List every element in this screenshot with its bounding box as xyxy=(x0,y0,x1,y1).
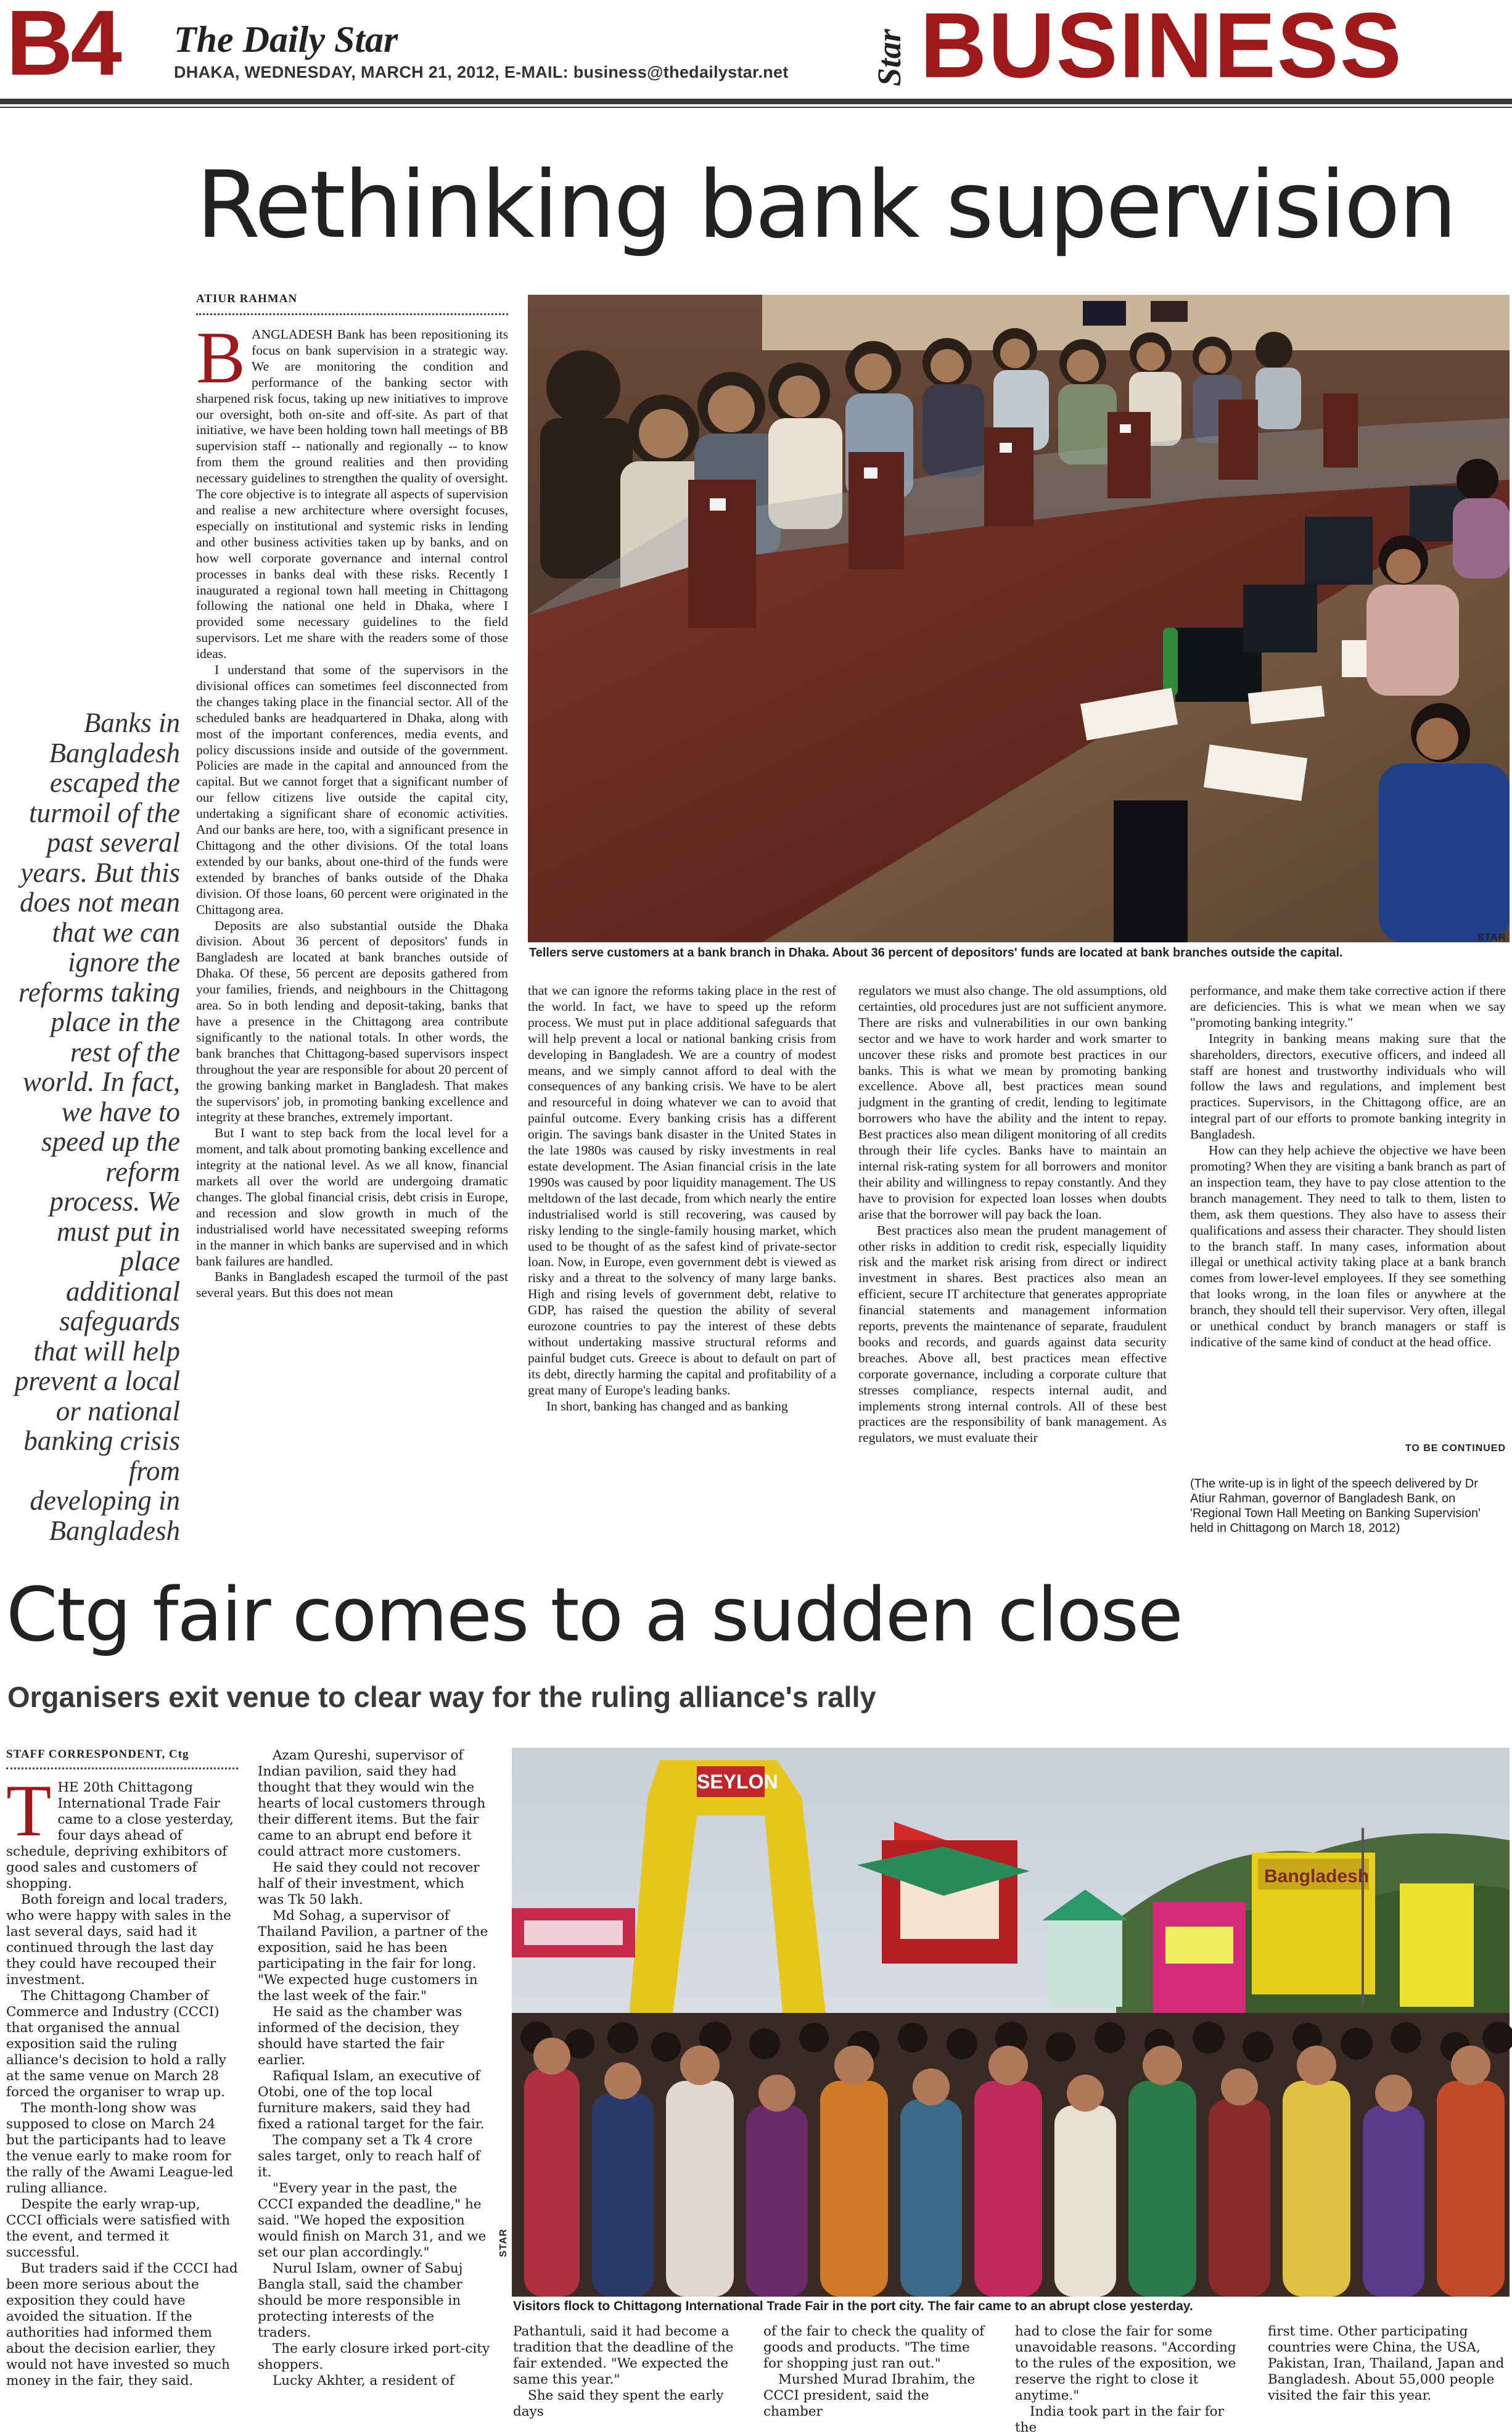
article2-column-5 xyxy=(1015,2324,1243,2435)
photo-caption-2: Visitors flock to Chittagong International Trade Fair in the port city. The fair came to an abrupt close yesterday. xyxy=(513,2299,1193,2313)
article-byline: ATIUR RAHMAN xyxy=(196,292,298,305)
bank-branch-photo xyxy=(528,295,1510,942)
byline-rule xyxy=(196,313,508,315)
photo-credit: STAR xyxy=(1477,932,1506,943)
paragraph: But traders said if the CCCI had been more serious about the exposition they could have avoided the situation. If the authorities had informed them about the decision earlier, they would not have invested so much money in the fair, they said. xyxy=(6,2261,238,2389)
paragraph: Nurul Islam, owner of Sabuj Bangla stall, said the chamber should be more responsible in protecting interests of the traders. xyxy=(258,2261,463,2340)
paragraph: regulators we must also change. The old assumptions, old certainties, old procedures just are not sufficient anymore. There are risks and vulnerabilities in our own banking sector and we have to work harder and work smarter to uncover these risks and promote best practices in our banks. This is what we mean by promoting banking excellence. Above all, best practices mean sound judgment in the granting of credit, lending to legitimate borrowers who have the ability and the intent to repay. Best practices also mean diligent monitoring of all credits through their life cycles. Banks have to maintain an internal risk-rating system for all borrowers and monitor their ability and willingness to repay constantly. And they have to provision for expected loan losses when doubts arise that the borrower will pay back the loan. xyxy=(858,983,1167,1222)
paragraph: The company set a Tk 4 crore sales target, only to reach half of it. xyxy=(258,2133,480,2180)
paragraph: I understand that some of the supervisors in the divisional offices can sometimes feel disconnected from the changes taking place in the financial sector. All of the scheduled banks are headquartered in Dhaka, along with most of the important conferences, media events, and policy discussions inside and outside of the government. Policies are made in the capital and announced from the capital. But we cannot forget that a significant number of our fellow citizens live outside the capital city, undertaking a significant share of economic activities. And our banks are here, too, with a significant presence in Chittagong and the other divisions. Of the total loans extended by our banks, about one-third of the funds were extended by branches of banks outside of the Dhaka division. Of those loans, 60 percent were originated in the Chittagong area. xyxy=(196,662,508,917)
article-column-2 xyxy=(528,983,836,1548)
author-note: (The write-up is in light of the speech delivered by Dr Atiur Rahman, governor of Bangladesh Bank, on 'Regional Town Hall Meeting on Banking Supervision' held in Chittagong on March 18, 2012) xyxy=(1190,1477,1481,1535)
paragraph: He said they could not recover half of their investment, which was Tk 50 lakh. xyxy=(258,1860,480,1907)
paragraph: ANGLADESH Bank has been repositioning its focus on bank supervision in a strategic way. We are monitoring the condition and performance of the banking sector with sharpened risk focus, taking up new initiatives to improve our oversight, both on-site and off-site. As part of that initiative, we have been holding town hall meetings of BB supervision staff -- nationally and regionally -- to know from them the ground realities and then providing necessary guidelines to strengthen the quality of oversight. The core objective is to integrate all aspects of supervision and realise a new architecture where oversight focuses, especially on institutional and systemic risks in lending and other business activities taken up by banks, and on how well corporate governance and internal control processes in banks deal with these risks. Recently I inaugurated a regional town hall meeting in Chittagong following the national one held in Dhaka, where I provided some necessary guidelines to the field supervisors. Let me share with the readers some of those ideas. xyxy=(196,327,508,662)
paragraph: Both foreign and local traders, who were happy with sales in the last several days, said had it continued through the last day they could have recouped their investment. xyxy=(6,1892,231,1988)
bangladesh-sign: Bangladesh xyxy=(1264,1866,1370,1887)
seylon-sign: SEYLON xyxy=(697,1771,778,1793)
to-be-continued: TO BE CONTINUED xyxy=(1405,1443,1506,1454)
paragraph: Md Sohag, a supervisor of Thailand Pavilion, a partner of the exposition, said he has been participating in the fair for long. "We expected huge customers in the last week of the fair." xyxy=(258,1908,488,2004)
section-title: BUSINESS xyxy=(920,0,1403,97)
star-brand-logo xyxy=(866,7,910,88)
article2-column-1 xyxy=(6,1769,239,2415)
paragraph: He said as the chamber was informed of the decision, they should have started the fair earlier. xyxy=(258,2004,462,2068)
paragraph: Deposits are also substantial outside the Dhaka division. About 36 percent of depositors' funds in Bangladesh are located at bank branches outside of Dhaka. Of these, 56 percent are deposits gathered from your families, friends, and neighbours in the Chittagong area. So in both lending and deposit-taking, banks that have a presence in the Chittagong area contribute significantly to the national totals. In other words, the bank branches that Chittagong-based supervisors inspect throughout the year are responsible for about 20 percent of the growing banking market in Bangladesh. That makes the supervisors' job, in promoting banking excellence and integrity at these branches, extremely important. xyxy=(196,918,508,1125)
masthead-rule xyxy=(0,99,1512,104)
article-column-3 xyxy=(858,983,1167,1548)
paragraph: How can they help achieve the objective we have been promoting? When they are visiting a bank branch as part of an inspection team, they have to pay close attention to the branch management. They need to talk to them, listen to them, ask them questions. They also have to assess their qualifications and assess their character. They should listen to the branch staff. In many cases, information about illegal or unethical activity taking place at a bank branch comes from lower-level employees. If they see something that looks wrong, in the loan files or anywhere at the branch, they should tell their supervisor. Very often, illegal or unethical conduct by branch managers or staff is indicative of the same kind of conduct at the head office. xyxy=(1190,1143,1506,1349)
paragraph: Azam Qureshi, supervisor of Indian pavilion, said they had thought that they would win the hearts of local customers through their different items. But the fair came to an abrupt end before it could attract more customers. xyxy=(258,1748,486,1859)
paragraph: Rafiqual Islam, an executive of Otobi, one of the top local furniture makers, said they had fixed a rational target for the fair. xyxy=(258,2068,485,2132)
paragraph: The Chittagong Chamber of Commerce and Industry (CCCI) that organised the annual exposition said the ruling alliance's decision to hold a rally at the same venue on March 28 forced the organiser to wrap up. xyxy=(6,1988,226,2100)
article2-column-3 xyxy=(513,2324,741,2419)
article2-column-4 xyxy=(763,2324,992,2419)
paragraph: had to close the fair for some unavoidable reasons. "According to the rules of the exposition, we reserve the right to close it anytime." xyxy=(1015,2324,1236,2403)
article-headline-2: Ctg fair comes to a sudden close xyxy=(6,1573,1182,1658)
article-headline: Rethinking bank supervision xyxy=(196,152,1456,259)
paragraph: Murshed Murad Ibrahim, the CCCI president, said the chamber xyxy=(763,2372,976,2419)
article2-column-2 xyxy=(258,1748,491,2415)
pull-quote: Banks in Bangladesh escaped the turmoil of the past several years. But this does not mean that we can ignore the reforms taking place in the rest of the world. In fact, we have to speed up the reform process. We must put in place additional safeguards that will help prevent a local or national banking crisis from developing in Bangladesh xyxy=(14,707,180,1546)
paragraph: performance, and make them take corrective action if there are deficiencies. This is what we mean when we say "promoting banking integrity." xyxy=(1190,983,1506,1030)
paragraph: The early closure irked port-city shoppers. xyxy=(258,2341,490,2372)
masthead-rule-thin xyxy=(0,107,1512,108)
article-subheadline-2: Organisers exit venue to clear way for the ruling alliance's rally xyxy=(7,1681,876,1713)
paragraph: Best practices also mean the prudent management of other risks in addition to credit risk, especially liquidity risk and the market risk arising from direct or indirect investment in shares. Best practices also mean an efficient, secure IT architecture that generates appropriate financial statements and management information reports, prevents the maintenance of separate, fraudulent books and records, and guards against data security breaches. Above all, best practices mean effective corporate governance, including a corporate culture that stresses compliance, respects internal audit, and implements strong internal controls. All of these best practices are the responsibility of bank management. As regulators, we must evaluate their xyxy=(858,1222,1167,1446)
paragraph: first time. Other participating countries were China, the USA, Pakistan, Iran, Thailand, Japan and Bangladesh. About 55,000 people visited the fair this year. xyxy=(1268,2324,1505,2403)
photo-credit-2: STAR xyxy=(498,2228,509,2257)
paragraph: "Every year in the past, the CCCI expanded the deadline," he said. "We hoped the exposition would finish on March 31, and we set our plan accordingly." xyxy=(258,2181,487,2260)
paragraph: Banks in Bangladesh escaped the turmoil of the past several years. But this does not mean xyxy=(196,1269,508,1301)
article2-column-6 xyxy=(1268,2324,1507,2415)
paragraph: Integrity in banking means making sure that the shareholders, directors, executive officers, and indeed all staff are honest and trustworthy individuals who will follow the laws and regulations, and implement best practices. Supervisors, in the Chittagong office, are an integral part of our efforts to promote banking integrity in Bangladesh. xyxy=(1190,1031,1506,1142)
paragraph: The month-long show was supposed to close on March 24 but the participants had to leave the venue early to make room for the rally of the Awami League-led ruling alliance. xyxy=(6,2101,234,2196)
paragraph: She said they spent the early days xyxy=(513,2388,724,2419)
paragraph: But I want to step back from the local level for a moment, and talk about promoting banking excellence and integrity at the national level. As we all know, financial markets all over the world are undergoing dramatic changes. The global financial crisis, debt crisis in Europe, and recession and slow growth in much of the industrialised world have necessitated sweeping reforms in the manner in which banks are supervised and in which bank failures are handled. xyxy=(196,1125,508,1269)
paper-name: The Daily Star xyxy=(174,19,398,60)
paragraph: that we can ignore the reforms taking place in the rest of the world. In fact, we have to speed up the reform process. We must put in place additional safeguards that will help prevent a local or national banking crisis from developing in Bangladesh. We are a country of modest means, and we simply cannot afford to deal with the consequences of any banking crisis. We have to be alert and resourceful in doing whatever we can to avoid that painful outcome. Every banking crisis has a different origin. The savings bank disaster in the United States in the late 1980s was caused by risky investments in real estate development. The Asian financial crisis in the late 1990s was caused by poor liquidity management. The US meltdown of the last decade, from which nearly the entire industrialised world is still recovering, was caused by risky lending to the single-family housing market, which used to be thought of as the safest kind of private-sector loan. Now, in Europe, even government debt is viewed as risky and a threat to the solvency of many large banks. High and rising levels of government debt, relative to GDP, has raised the question the ability of several eurozone countries to pay the interest of these debts without undertaking massive structural reforms and painful budget cuts. Greece is about to default on part of its debt, directly harming the capital and profitability of a great many of Europe's leading banks. xyxy=(528,983,836,1397)
article-byline-2: STAFF CORRESPONDENT, Ctg xyxy=(6,1748,189,1761)
star-brand-text: Star xyxy=(871,28,908,86)
drop-cap: B xyxy=(196,316,246,398)
article-column-1 xyxy=(196,316,508,1548)
date-line: DHAKA, WEDNESDAY, MARCH 21, 2012, E-MAIL: business@thedailystar.net xyxy=(174,63,789,81)
trade-fair-photo xyxy=(512,1748,1510,2297)
paragraph: Despite the early wrap-up, CCCI officials were satisfied with the event, and termed it successful. xyxy=(6,2197,231,2260)
photo-caption: Tellers serve customers at a bank branch in Dhaka. About 36 percent of depositors' funds are located at bank branches outside the capital. xyxy=(529,946,1343,960)
paragraph: Lucky Akhter, a resident of xyxy=(273,2373,454,2389)
drop-cap-2: T xyxy=(6,1769,52,1851)
paragraph: Pathantuli, said it had become a tradition that the deadline of the fair extended. "We expected the same this year." xyxy=(513,2324,734,2387)
paragraph: In short, banking has changed and as banking xyxy=(546,1398,788,1413)
page-number: B4 xyxy=(6,0,120,94)
paragraph: HE 20th Chittagong International Trade Fair came to a close yesterday, four days ahead of schedule, depriving exhibitors of good sales and customers of shopping. xyxy=(6,1780,234,1891)
article-column-4 xyxy=(1190,983,1506,1442)
paragraph: India took part in the fair for the xyxy=(1015,2404,1224,2435)
paragraph: of the fair to check the quality of goods and products. "The time for shopping just ran out." xyxy=(763,2324,985,2371)
